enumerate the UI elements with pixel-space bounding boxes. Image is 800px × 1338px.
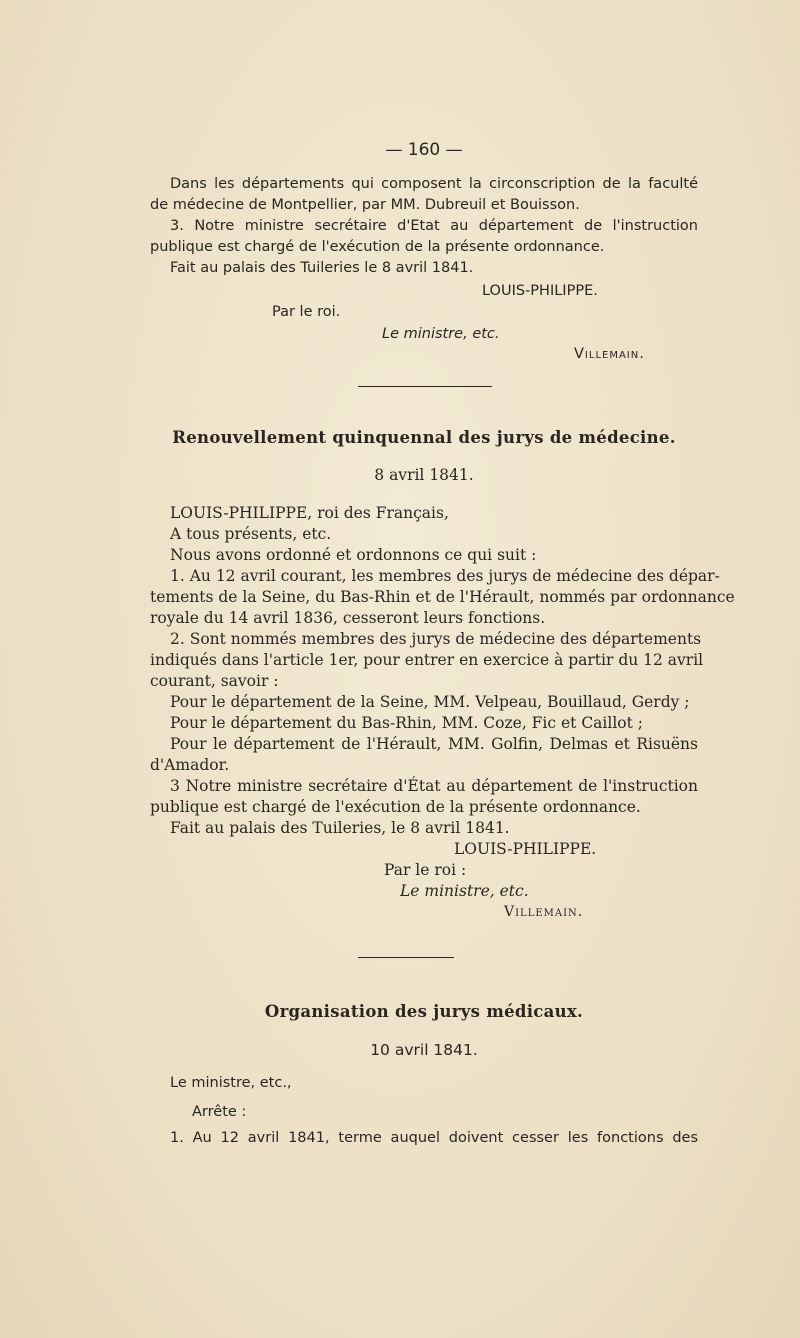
minister-name: Villemain. [504, 904, 584, 920]
paragraph-line: courant, savoir : [150, 672, 279, 690]
signature: LOUIS-PHILIPPE. [454, 840, 597, 858]
section-title: Organisation des jurys médicaux. [264, 1002, 584, 1021]
paragraph-line: publique est chargé de l'exécution de la présente ordonnance. [150, 798, 641, 816]
paragraph-line: indiqués dans l'article 1er, pour entrer en exercice à partir du 12 avril [150, 651, 704, 669]
paragraph-line: Fait au palais des Tuileries, le 8 avril 1841. [170, 819, 510, 837]
le-ministre: Le ministre, etc. [400, 882, 529, 900]
section-title: Renouvellement quinquennal des jurys de médecine. [172, 428, 676, 447]
section-date: 10 avril 1841. [370, 1041, 478, 1059]
paragraph-line: 2. Sont nommés membres des jurys de médecine des départements [170, 630, 702, 648]
paragraph-line: publique est chargé de l'exécution de la présente ordonnance. [150, 239, 605, 255]
section-divider [358, 957, 454, 958]
signature: LOUIS-PHILIPPE. [482, 283, 598, 299]
par-le-roi: Par le roi : [384, 861, 467, 879]
paragraph-line: 1. Au 12 avril 1841, terme auquel doivent cesser les fonctions des [170, 1130, 698, 1146]
paragraph-line: A tous présents, etc. [170, 525, 332, 543]
paragraph-line: Dans les départements qui composent la circonscription de la faculté [170, 176, 698, 192]
paragraph-line: Pour le département de la Seine, MM. Velpeau, Bouillaud, Gerdy ; [170, 693, 690, 711]
paragraph-line: Nous avons ordonné et ordonnons ce qui suit : [170, 546, 537, 564]
paragraph-line: Pour le département du Bas-Rhin, MM. Coze, Fic et Caillot ; [170, 714, 643, 732]
section-date: 8 avril 1841. [374, 466, 474, 484]
le-ministre: Le ministre, etc. [382, 326, 500, 342]
paragraph-line: tements de la Seine, du Bas-Rhin et de l'Hérault, nommés par ordonnance [150, 588, 735, 606]
section-divider [358, 386, 492, 387]
paragraph-line: d'Amador. [150, 756, 230, 774]
paragraph-line: 1. Au 12 avril courant, les membres des jurys de médecine des dépar- [170, 567, 720, 585]
paragraph-line: Fait au palais des Tuileries le 8 avril 1841. [170, 260, 474, 276]
par-le-roi: Par le roi. [272, 304, 341, 320]
paragraph-line: Pour le département de l'Hérault, MM. Golfin, Delmas et Risuëns [170, 735, 698, 753]
paragraph-line: 3 Notre ministre secrétaire d'État au département de l'instruction [170, 777, 698, 795]
minister-name: Villemain. [574, 346, 645, 362]
paragraph-line: de médecine de Montpellier, par MM. Dubreuil et Bouisson. [150, 197, 580, 213]
paragraph-line: royale du 14 avril 1836, cesseront leurs fonctions. [150, 609, 546, 627]
paragraph-line: Arrête : [192, 1104, 247, 1120]
paragraph-line: 3. Notre ministre secrétaire d'Etat au département de l'instruction [170, 218, 698, 234]
paragraph-line: LOUIS-PHILIPPE, roi des Français, [170, 504, 449, 522]
page-number: — 160 — [385, 140, 463, 160]
paragraph-line: Le ministre, etc., [170, 1075, 292, 1091]
